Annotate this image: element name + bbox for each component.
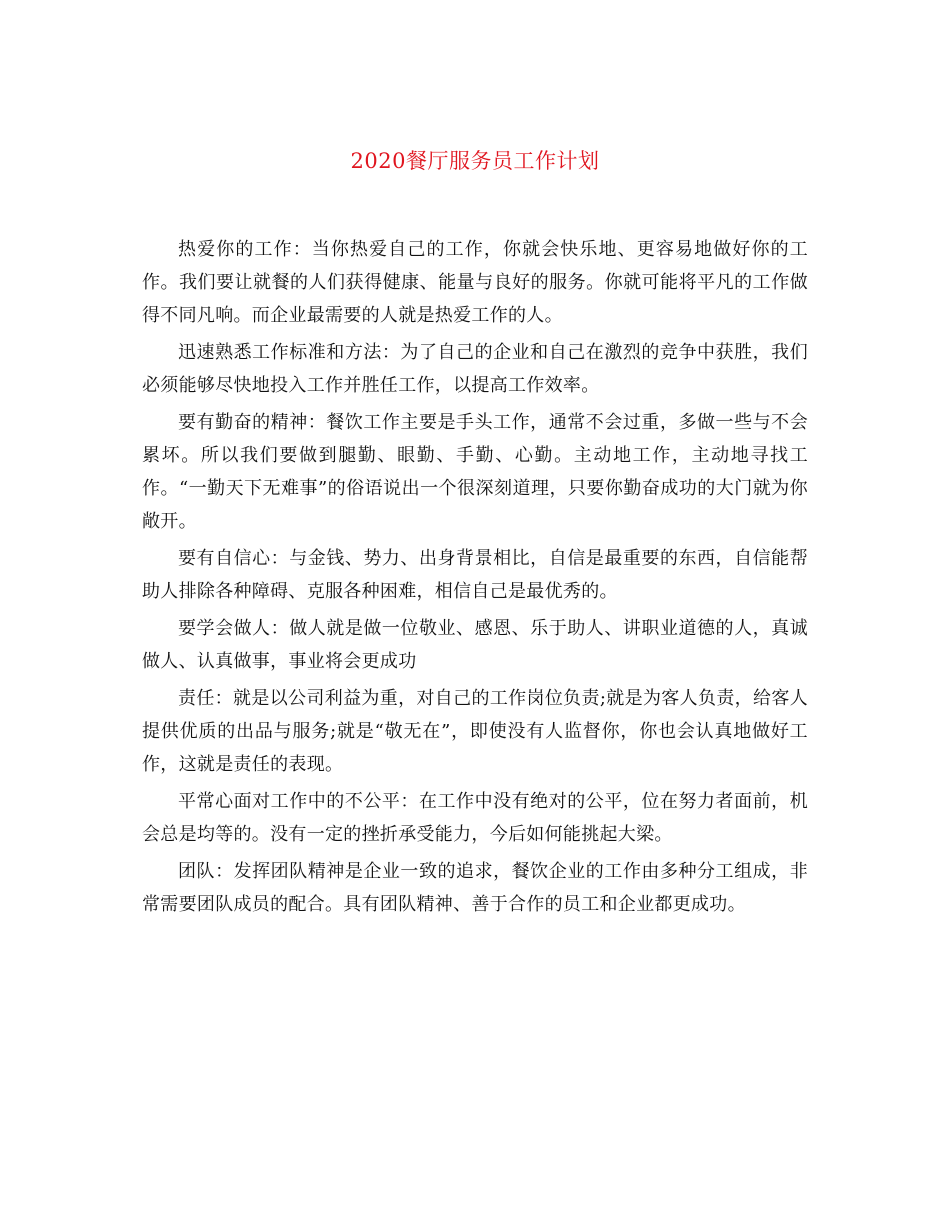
paragraph-responsibility: 责任：就是以公司利益为重，对自己的工作岗位负责;就是为客人负责，给客人提供优质的出品与服务;就是“敬无在”，即使没有人监督你，你也会认真地做好工作，这就是责任的表现。 [142,688,808,775]
paragraph-confidence: 要有自信心：与金钱、势力、出身背景相比，自信是最重要的东西，自信能帮助人排除各种障碍、克服各种困难，相信自己是最优秀的。 [142,548,808,602]
paragraph-be-a-good-person: 要学会做人：做人就是做一位敬业、感恩、乐于助人、讲职业道德的人，真诚做人、认真做事，事业将会更成功 [142,618,808,672]
paragraph-diligence: 要有勤奋的精神：餐饮工作主要是手头工作，通常不会过重，多做一些与不会累坏。所以我们要做到腿勤、眼勤、手勤、心勤。主动地工作，主动地寻找工作。“一勤天下无难事”的俗语说出一个很深刻道理，只要你勤奋成功的大门就为你敞开。 [142,412,808,532]
paragraph-fairness: 平常心面对工作中的不公平：在工作中没有绝对的公平，位在努力者面前，机会总是均等的。没有一定的挫折承受能力，今后如何能挑起大梁。 [142,791,808,845]
paragraph-love-work: 热爱你的工作：当你热爱自己的工作，你就会快乐地、更容易地做好你的工作。我们要让就餐的人们获得健康、能量与良好的服务。你就可能将平凡的工作做得不同凡响。而企业最需要的人就是热爱工作的人。 [142,239,808,326]
document-body [142,233,808,921]
paragraph-familiar-standards: 迅速熟悉工作标准和方法：为了自己的企业和自己在激烈的竞争中获胜，我们必须能够尽快地投入工作并胜任工作，以提高工作效率。 [142,342,808,396]
document-title: 2020餐厅服务员工作计划 [350,149,600,173]
paragraph-teamwork: 团队：发挥团队精神是企业一致的追求，餐饮企业的工作由多种分工组成，非常需要团队成员的配合。具有团队精神、善于合作的员工和企业都更成功。 [142,861,808,915]
